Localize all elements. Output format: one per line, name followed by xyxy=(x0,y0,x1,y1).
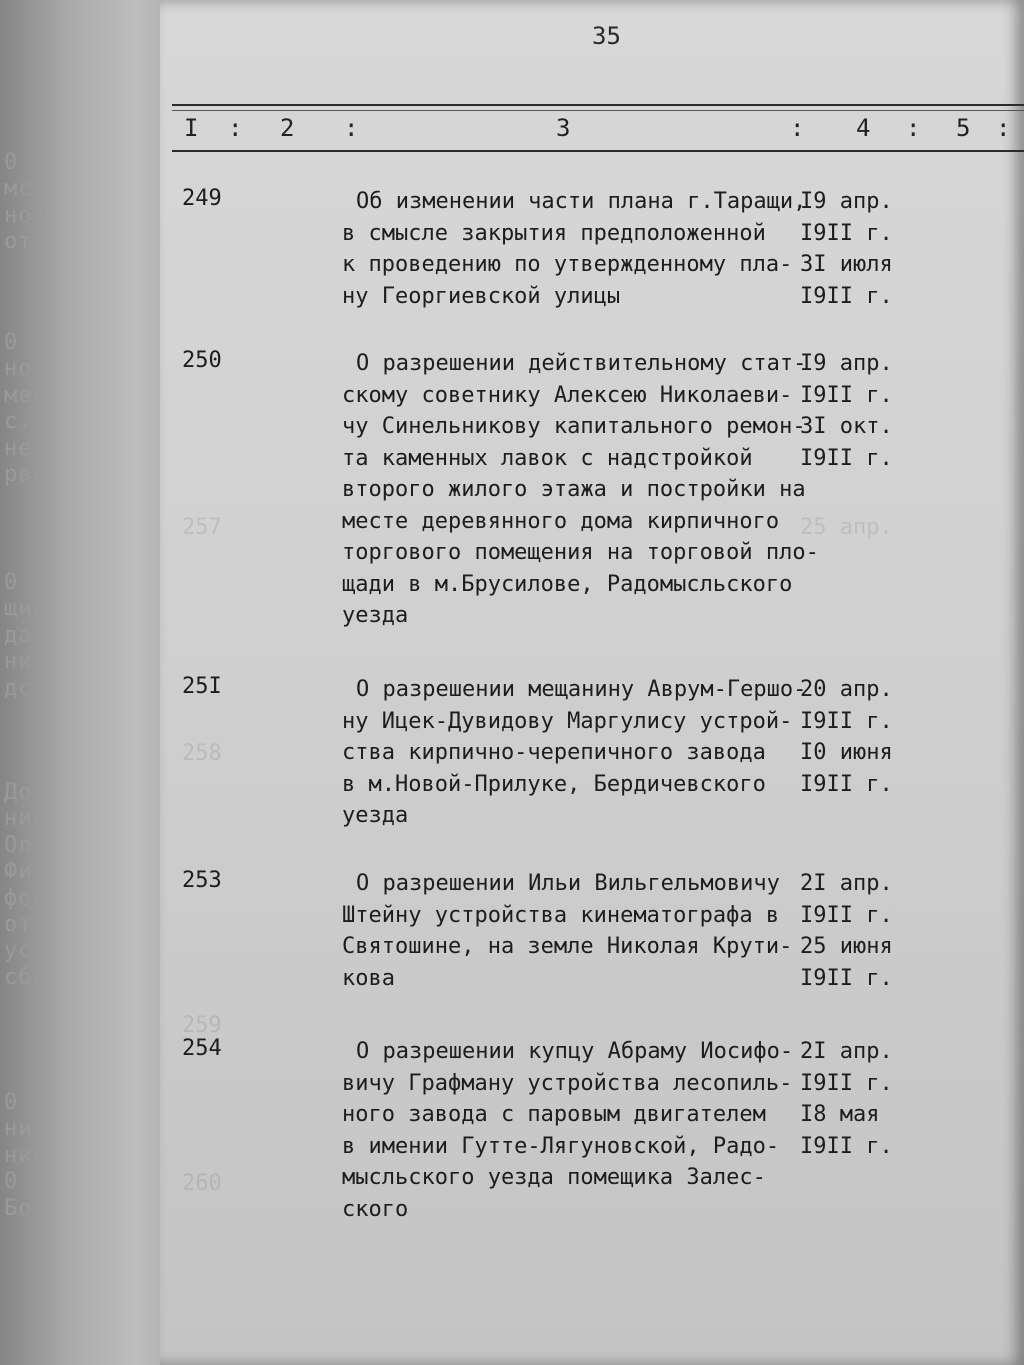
date-end: 25 июня xyxy=(800,934,893,959)
description-line: О разрешении Ильи Вильгельмовичу xyxy=(356,871,780,896)
description-line: второго жилого этажа и постройки на xyxy=(342,477,806,502)
bleed-through-text: 260 xyxy=(182,1171,222,1196)
date-end-year: I9II г. xyxy=(800,965,893,991)
entry-dates xyxy=(800,1036,910,1162)
previous-page-margin-text: До нии Ол Фид фор отт уст сбе xyxy=(4,780,47,990)
description-line: мысльского уезда помещика Залес- xyxy=(342,1165,766,1190)
column-header-3: 3 xyxy=(556,114,571,142)
entry-number: 249 xyxy=(182,186,222,211)
column-separator: : xyxy=(996,114,1011,142)
previous-page-margin-text: 0 нон мен с.Т не рвд xyxy=(4,330,47,487)
page-number: 35 xyxy=(592,22,621,50)
entry-dates xyxy=(800,186,910,312)
description-line: та каменных лавок с надстройкой xyxy=(342,445,753,471)
previous-page-margin-text: 0 щий да ний дсе xyxy=(4,570,47,701)
entry-dates xyxy=(800,868,910,994)
previous-page-margin-text: 0 ния ний 0 Бол xyxy=(4,1090,47,1221)
column-separator: : xyxy=(790,114,805,142)
entry-description xyxy=(342,868,792,994)
entry-dates xyxy=(800,674,910,800)
description-line: Об изменении части плана г.Таращи, xyxy=(356,189,807,214)
column-header-4: 4 xyxy=(856,114,871,142)
date-start-year: I9II г. xyxy=(800,220,893,246)
description-line: к проведению по утвержденному пла- xyxy=(342,252,793,277)
date-end-year: I9II г. xyxy=(800,445,893,471)
entry-number: 253 xyxy=(182,868,222,893)
document-page xyxy=(160,0,1024,1365)
date-start-year: I9II г. xyxy=(800,382,893,408)
entry-description xyxy=(342,348,819,632)
date-end: 3I окт. xyxy=(800,414,893,439)
entry-description xyxy=(342,186,807,312)
header-rule-top xyxy=(172,104,1024,106)
description-line: ного завода с паровым двигателем xyxy=(342,1102,766,1127)
bleed-through-text: 25 апр. xyxy=(800,515,893,540)
bleed-through-text: 259 xyxy=(182,1013,222,1038)
header-rule-top-inner xyxy=(172,110,1024,111)
description-line: О разрешении купцу Абраму Иосифо- xyxy=(356,1039,794,1064)
column-header-5: 5 xyxy=(956,114,971,142)
date-end: 3I июля xyxy=(800,252,893,277)
description-line: в м.Новой-Прилуке, Бердичевского xyxy=(342,771,766,797)
description-line: Штейну устройства кинематографа в xyxy=(342,902,780,928)
date-start: 2I апр. xyxy=(800,1039,893,1064)
column-separator: : xyxy=(344,114,359,142)
description-line: чу Синельникову капитального ремон- xyxy=(342,414,806,439)
description-line: в имении Гутте-Лягуновской, Радо- xyxy=(342,1133,780,1159)
description-line: О разрешении действительному стат- xyxy=(356,351,807,376)
column-header-1: I xyxy=(184,114,199,142)
column-header-row xyxy=(172,114,1024,148)
date-end: I0 июня xyxy=(800,740,893,765)
entry-dates xyxy=(800,348,910,474)
date-start: 20 апр. xyxy=(800,677,893,702)
column-separator: : xyxy=(228,114,243,142)
description-line: кова xyxy=(342,965,395,991)
entry-number: 25I xyxy=(182,674,222,699)
date-end-year: I9II г. xyxy=(800,771,893,797)
previous-page-margin-text: 0 мсж ном ото xyxy=(4,150,47,255)
date-start-year: I9II г. xyxy=(800,902,893,928)
header-rule-bottom xyxy=(172,150,1024,152)
date-start: 2I апр. xyxy=(800,871,893,896)
description-line: О разрешении мещанину Аврум-Гершо- xyxy=(356,677,807,702)
column-separator: : xyxy=(906,114,921,142)
previous-page-edge xyxy=(0,0,170,1365)
description-line: уезда xyxy=(342,803,409,828)
entry-number: 254 xyxy=(182,1036,222,1061)
description-line: ну Ицек-Дувидову Маргулису устрой- xyxy=(342,708,793,734)
entry-number: 250 xyxy=(182,348,222,373)
date-start-year: I9II г. xyxy=(800,708,893,734)
date-start: I9 апр. xyxy=(800,189,893,214)
entry-description xyxy=(342,674,807,832)
description-line: вичу Графману устройства лесопиль- xyxy=(342,1070,793,1096)
date-start: I9 апр. xyxy=(800,351,893,376)
description-line: месте деревянного дома кирпичного xyxy=(342,508,780,534)
bleed-through-text: 257 xyxy=(182,515,222,540)
date-end: I8 мая xyxy=(800,1102,880,1127)
description-line: в смысле закрытия предположенной xyxy=(342,220,766,246)
date-end-year: I9II г. xyxy=(800,283,893,309)
description-line: торгового помещения на торговой пло- xyxy=(342,540,819,565)
description-line: ну Георгиевской улицы xyxy=(342,283,621,309)
column-header-2: 2 xyxy=(280,114,295,142)
description-line: скому советнику Алексею Николаеви- xyxy=(342,382,793,408)
description-line: уезда xyxy=(342,603,409,628)
description-line: Святошине, на земле Николая Крути- xyxy=(342,934,793,959)
description-line: ства кирпично-черепичного завода xyxy=(342,740,766,765)
entry-description xyxy=(342,1036,792,1225)
bleed-through-text: 258 xyxy=(182,741,222,766)
date-start-year: I9II г. xyxy=(800,1070,893,1096)
date-end-year: I9II г. xyxy=(800,1133,893,1159)
description-line: ского xyxy=(342,1196,409,1222)
description-line: щади в м.Брусилове, Радомысльского xyxy=(342,571,793,597)
